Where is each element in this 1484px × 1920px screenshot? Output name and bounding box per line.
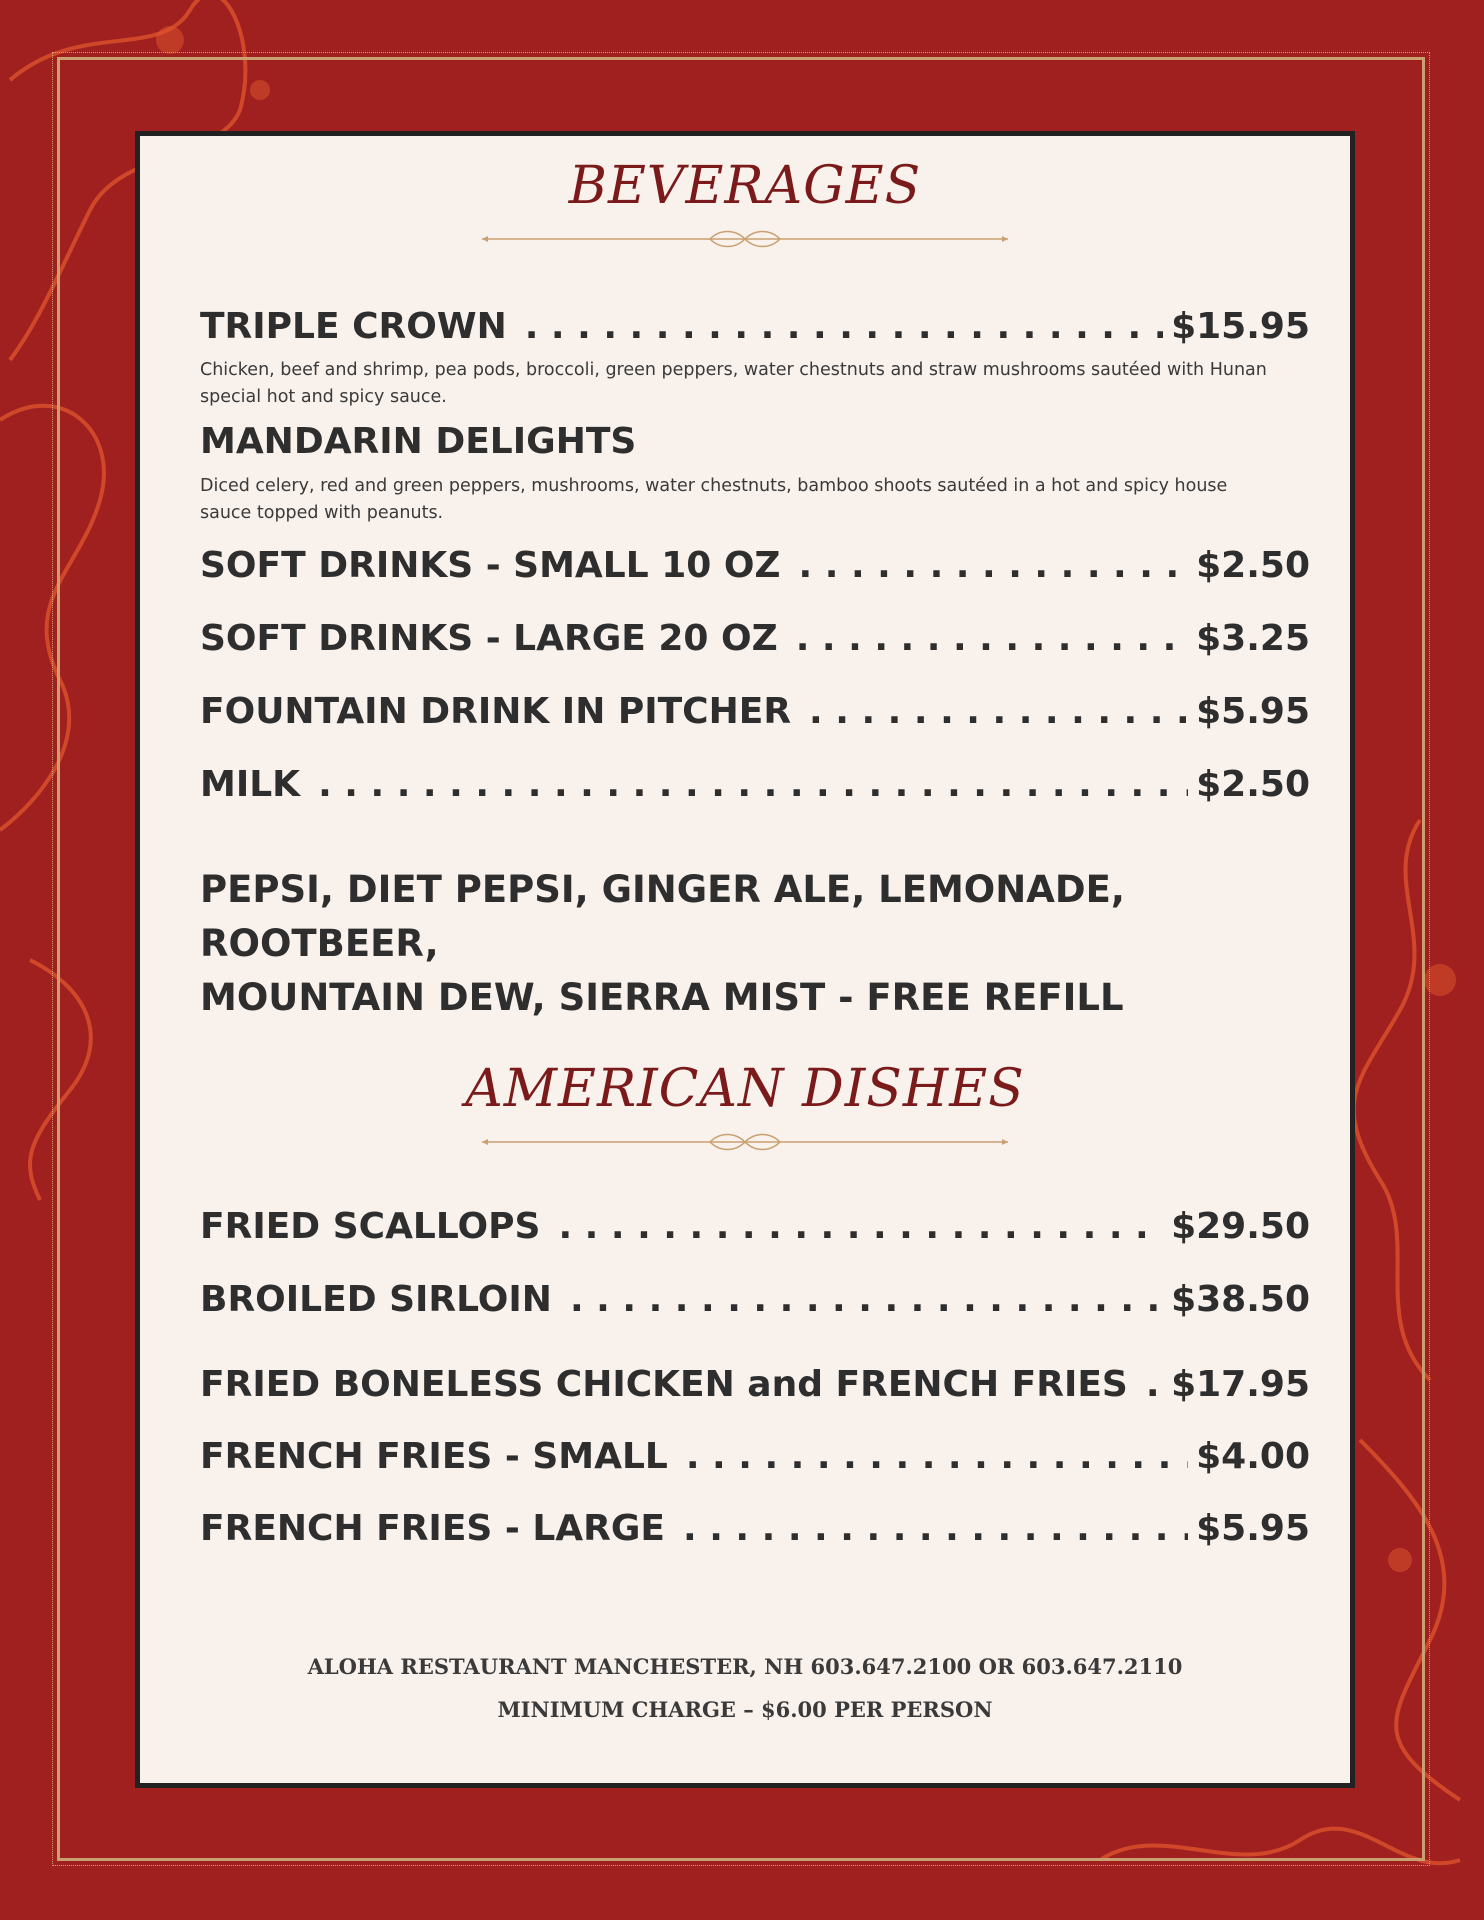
dot-leader	[558, 1206, 1163, 1247]
section-title-american-dishes: AMERICAN DISHES	[465, 1059, 1025, 1119]
refill-note	[200, 863, 1300, 1025]
refill-note-line2: MOUNTAIN DEW, SIERRA MIST - FREE REFILL	[200, 976, 1124, 1019]
dot-leader	[809, 691, 1188, 732]
dot-leader	[686, 1436, 1188, 1477]
item-price: $2.50	[1196, 764, 1310, 805]
dot-leader	[570, 1279, 1163, 1320]
item-name: FRIED SCALLOPS	[200, 1206, 541, 1247]
item-price: $3.25	[1196, 618, 1310, 659]
item-price: $38.50	[1171, 1279, 1310, 1320]
item-price: $15.95	[1171, 306, 1310, 347]
item-name: SOFT DRINKS - LARGE 20 OZ	[200, 618, 778, 659]
ornamental-divider	[480, 1132, 1010, 1152]
item-name: BROILED SIRLOIN	[200, 1279, 552, 1320]
item-price: $29.50	[1171, 1206, 1310, 1247]
item-price: $4.00	[1196, 1436, 1310, 1477]
item-name: FOUNTAIN DRINK IN PITCHER	[200, 691, 792, 732]
dot-leader	[1146, 1364, 1163, 1405]
item-price: $2.50	[1196, 545, 1310, 586]
menu-item-french-fries-small	[200, 1436, 1310, 1477]
item-description: Diced celery, red and green peppers, mushrooms, water chestnuts, bamboo shoots sautéed in a hot and spicy house sauce topped with peanuts.	[200, 476, 1228, 523]
item-name: MILK	[200, 764, 301, 805]
dot-leader	[525, 306, 1163, 347]
refill-note-line1: PEPSI, DIET PEPSI, GINGER ALE, LEMONADE, ROOTBEER,	[200, 868, 1125, 965]
ornamental-divider	[480, 229, 1010, 249]
item-name: SOFT DRINKS - SMALL 10 OZ	[200, 545, 781, 586]
menu-item-fried-scallops	[200, 1206, 1310, 1247]
menu-item-broiled-sirloin	[200, 1279, 1310, 1320]
footer-minimum-charge: MINIMUM CHARGE – $6.00 PER PERSON	[497, 1697, 993, 1722]
footer-restaurant-info: ALOHA RESTAURANT MANCHESTER, NH 603.647.2100 OR 603.647.2110	[307, 1654, 1183, 1679]
item-name: FRIED BONELESS CHICKEN and FRENCH FRIES	[200, 1364, 1128, 1405]
menu-item-mandarin-delights: MANDARIN DELIGHTS	[200, 421, 637, 462]
menu-panel	[135, 131, 1355, 1788]
item-price: $5.95	[1196, 691, 1310, 732]
menu-item-milk	[200, 764, 1310, 805]
item-name: FRENCH FRIES - SMALL	[200, 1436, 668, 1477]
dot-leader	[796, 618, 1188, 659]
item-name: FRENCH FRIES - LARGE	[200, 1508, 666, 1549]
menu-item-fried-chicken-fries	[200, 1364, 1310, 1405]
item-price: $17.95	[1171, 1364, 1310, 1405]
dot-leader	[683, 1508, 1188, 1549]
menu-item-triple-crown	[200, 306, 1310, 347]
menu-item-french-fries-large	[200, 1508, 1310, 1549]
item-price: $5.95	[1196, 1508, 1310, 1549]
menu-item-soft-drinks-small	[200, 545, 1310, 586]
dot-leader	[799, 545, 1189, 586]
item-description: Chicken, beef and shrimp, pea pods, broccoli, green peppers, water chestnuts and straw mushrooms sautéed with Hunan special hot and spicy sauce.	[200, 360, 1267, 407]
dot-leader	[318, 764, 1188, 805]
menu-item-fountain-pitcher	[200, 691, 1310, 732]
section-title-beverages: BEVERAGES	[568, 156, 922, 216]
menu-item-soft-drinks-large	[200, 618, 1310, 659]
item-name: TRIPLE CROWN	[200, 306, 507, 347]
